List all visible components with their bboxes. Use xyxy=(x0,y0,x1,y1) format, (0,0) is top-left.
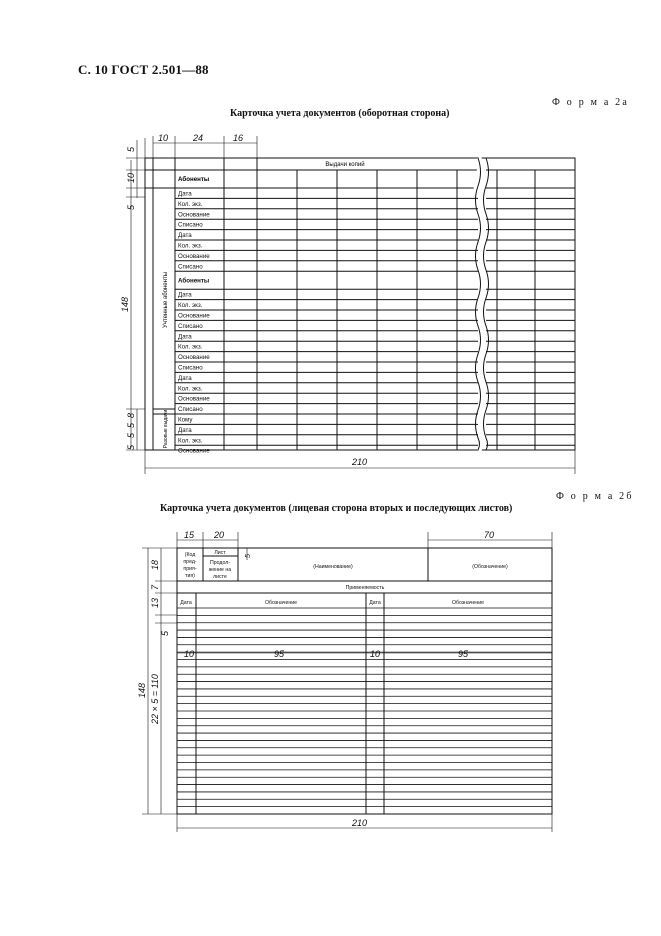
form-2a-label: Ф о р м а 2а xyxy=(552,97,630,108)
form-2b-label: Ф о р м а 2б xyxy=(556,491,634,502)
row-label: Списано xyxy=(178,406,203,414)
code-line-3: прия- xyxy=(183,566,197,572)
row-label: Кол. экз. xyxy=(178,385,203,393)
dim-5-top: 5 xyxy=(126,146,136,152)
sheet-label: Лист xyxy=(214,550,226,556)
code-line-4: тия) xyxy=(185,573,195,579)
applicability-label: Применяемость xyxy=(345,585,385,591)
dim-7: 7 xyxy=(150,584,160,590)
dim-210-b: 210 xyxy=(352,818,368,828)
row-label: Кол. экз. xyxy=(178,437,203,445)
dim-95-b: 95 xyxy=(458,649,469,659)
col-date-2: Дата xyxy=(369,600,381,606)
continuation-1: Продол- xyxy=(210,560,230,566)
dim-210: 210 xyxy=(352,457,368,467)
row-label: Дата xyxy=(178,333,192,341)
row-label: Дата xyxy=(178,374,192,382)
dim-10: 10 xyxy=(158,133,169,143)
row-label: Списано xyxy=(178,263,203,271)
row-label: Кол. экз. xyxy=(178,242,203,250)
dim-5-b: 5 xyxy=(126,432,136,438)
dim-10-left: 10 xyxy=(126,172,136,183)
row-label: Основание xyxy=(178,312,210,320)
dim-10-a: 10 xyxy=(184,649,195,659)
dim-110: 22 × 5 = 110 xyxy=(150,674,160,724)
row-label: Кол. экз. xyxy=(178,343,203,351)
row-label: Кому xyxy=(178,416,193,424)
row-label: Кол. экз. xyxy=(178,200,203,208)
dim-5-a: 5 xyxy=(126,422,136,428)
dim-16: 16 xyxy=(233,133,244,143)
row-label: Списано xyxy=(178,221,203,229)
form-2b-title: Карточка учета документов (лицевая сторона вторых и последующих листов) xyxy=(160,503,513,514)
code-line-1: (Код xyxy=(184,552,196,558)
dim-10-b: 10 xyxy=(370,649,381,659)
vertical-small-label: Разовые выдачи xyxy=(163,409,169,449)
page-header: С. 10 ГОСТ 2.501—88 xyxy=(78,62,209,77)
row-label: Основание xyxy=(178,447,210,455)
dim-5-c: 5 xyxy=(126,444,136,450)
issue-header: Выдачи копий xyxy=(325,162,365,168)
dim-8: 8 xyxy=(126,412,136,418)
continuation-3: листе xyxy=(213,574,227,580)
row-label-abonents: Абоненты xyxy=(178,277,210,285)
dim-13: 13 xyxy=(150,597,160,608)
dim-148-b: 148 xyxy=(137,682,147,698)
dim-18: 18 xyxy=(150,559,160,570)
row-label: Списано xyxy=(178,322,203,330)
row-label: Списано xyxy=(178,364,203,372)
dim-148: 148 xyxy=(120,296,130,312)
dim-20: 20 xyxy=(214,530,225,540)
code-line-2: пред- xyxy=(183,559,197,565)
row-label: Дата xyxy=(178,190,192,198)
continuation-2: жение на xyxy=(208,567,232,573)
subscribers-label: Абоненты xyxy=(178,176,210,183)
row-label: Дата xyxy=(178,291,192,299)
row-label: Основание xyxy=(178,354,210,362)
col-designation-2: Обозначение xyxy=(451,600,485,606)
row-label: Основание xyxy=(178,211,210,219)
dim-15: 15 xyxy=(184,530,195,540)
dim-5-left-b: 5 xyxy=(160,630,170,636)
row-label: Дата xyxy=(178,426,192,434)
form-2a-frame xyxy=(145,158,575,450)
name-cell: (Наименование) xyxy=(313,564,353,570)
dim-5-small: 5 xyxy=(245,554,252,558)
vertical-group-label: Учтенные абоненты xyxy=(163,271,169,329)
dim-24: 24 xyxy=(193,133,204,143)
row-label: Кол. экз. xyxy=(178,302,203,310)
col-designation-1: Обозначение xyxy=(264,600,298,606)
dim-70: 70 xyxy=(484,530,495,540)
designation-cell: (Обозначение) xyxy=(472,564,508,570)
form-2a-title: Карточка учета документов (оборотная сторона) xyxy=(230,108,450,119)
row-label: Основание xyxy=(178,395,210,403)
row-label: Основание xyxy=(178,252,210,260)
row-label: Дата xyxy=(178,232,192,240)
dim-95-a: 95 xyxy=(274,649,285,659)
dim-5-left: 5 xyxy=(126,204,136,210)
col-date-1: Дата xyxy=(180,600,192,606)
